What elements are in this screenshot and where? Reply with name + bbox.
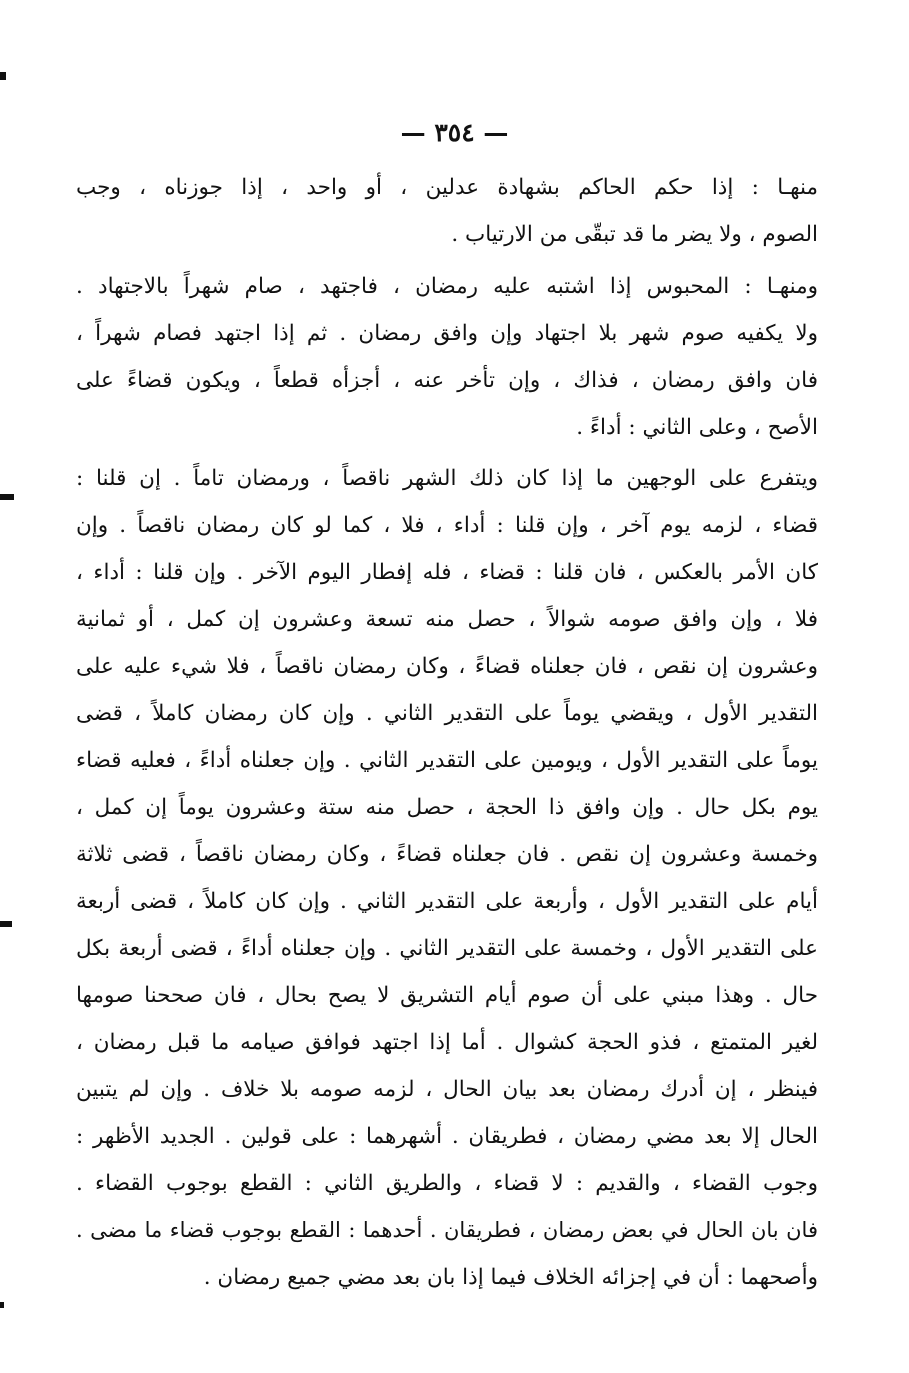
text-line: وجوب القضاء ، والقديم : لا قضاء ، والطريق الثاني : القطع بوجوب القضاء . [76, 1171, 818, 1196]
margin-mark [0, 72, 6, 80]
text-line: فلا ، وإن وافق صومه شوالاً ، حصل منه تسعة وعشرون إن كمل ، أو ثمانية [76, 607, 818, 632]
margin-mark [0, 921, 12, 927]
text-line: فان وافق رمضان ، فذاك ، وإن تأخر عنه ، أجزأه قطعاً ، ويكون قضاءً على [76, 368, 818, 393]
text-line: ويتفرع على الوجهين ما إذا كان ذلك الشهر ناقصاً ، ورمضان تاماً . إن قلنا : [76, 466, 818, 491]
margin-mark [0, 1302, 4, 1308]
text-line: لغير المتمتع ، فذو الحجة كشوال . أما إذا اجتهد فوافق صيامه ما قبل رمضان ، [76, 1030, 818, 1055]
paragraph [76, 263, 818, 451]
text-line: وخمسة وعشرون إن نقص . فان جعلناه قضاءً ، وكان رمضان ناقصاً ، قضى ثلاثة [76, 842, 818, 867]
text-line: فينظر ، إن أدرك رمضان بعد بيان الحال ، لزمه صومه بلا خلاف . وإن لم يتبين [76, 1077, 818, 1102]
page-number: — ٣٥٤ — [400, 118, 509, 147]
text-line: قضاء ، لزمه يوم آخر ، وإن قلنا : أداء ، فلا ، كما لو كان رمضان ناقصاً . وإن [76, 513, 818, 538]
text-line: وأصحهما : أن في إجزائه الخلاف فيما إذا بان بعد مضي جميع رمضان . [203, 1265, 818, 1290]
text-line: التقدير الأول ، ويقضي يوماً على التقدير الثاني . وإن كان رمضان كاملاً ، قضى [76, 701, 818, 726]
text-line: الحال إلا بعد مضي رمضان ، فطريقان . أشهرهما : على قولين . الجديد الأظهر : [76, 1124, 818, 1149]
text-line: ومنهـا : المحبوس إذا اشتبه عليه رمضان ، فاجتهد ، صام شهراً بالاجتهاد . [76, 274, 818, 299]
paragraph [76, 164, 818, 258]
margin-mark [0, 494, 14, 500]
text-line: على التقدير الأول ، وخمسة على التقدير الثاني . وإن جعلناه أداءً ، قضى أربعة بكل [76, 936, 818, 961]
text-line: كان الأمر بالعكس ، فان قلنا : قضاء ، فله إفطار اليوم الآخر . وإن قلنا : أداء ، [76, 560, 818, 585]
text-line: الأصح ، وعلى الثاني : أداءً . [576, 415, 818, 440]
text-line: ولا يكفيه صوم شهر بلا اجتهاد وإن وافق رمضان . ثم إذا اجتهد فصام شهراً ، [76, 321, 818, 346]
text-line: يوم بكل حال . وإن وافق ذا الحجة ، حصل منه ستة وعشرون يوماً إن كمل ، [76, 795, 818, 820]
text-line: يوماً على التقدير الأول ، ويومين على التقدير الثاني . وإن جعلناه أداءً ، فعليه قضاء [76, 748, 818, 773]
text-line: وعشرون إن نقص ، فان جعلناه قضاءً ، وكان رمضان ناقصاً ، فلا شيء عليه على [76, 654, 818, 679]
text-line: فان بان الحال في بعض رمضان ، فطريقان . أحدهما : القطع بوجوب قضاء ما مضى . [76, 1218, 818, 1242]
text-line: أيام على التقدير الأول ، وأربعة على التقدير الثاني . وإن كان كاملاً ، قضى أربعة [76, 889, 818, 914]
text-line: حال . وهذا مبني على أن صوم أيام التشريق لا يصح بحال ، فان صححنا صومها [76, 983, 818, 1008]
text-line: منهـا : إذا حكم الحاكم بشهادة عدلين ، أو واحد ، إذا جوزناه ، وجب [76, 175, 818, 200]
text-line: الصوم ، ولا يضر ما قد تبقّى من الارتياب . [451, 222, 818, 247]
paragraph [76, 455, 818, 1301]
